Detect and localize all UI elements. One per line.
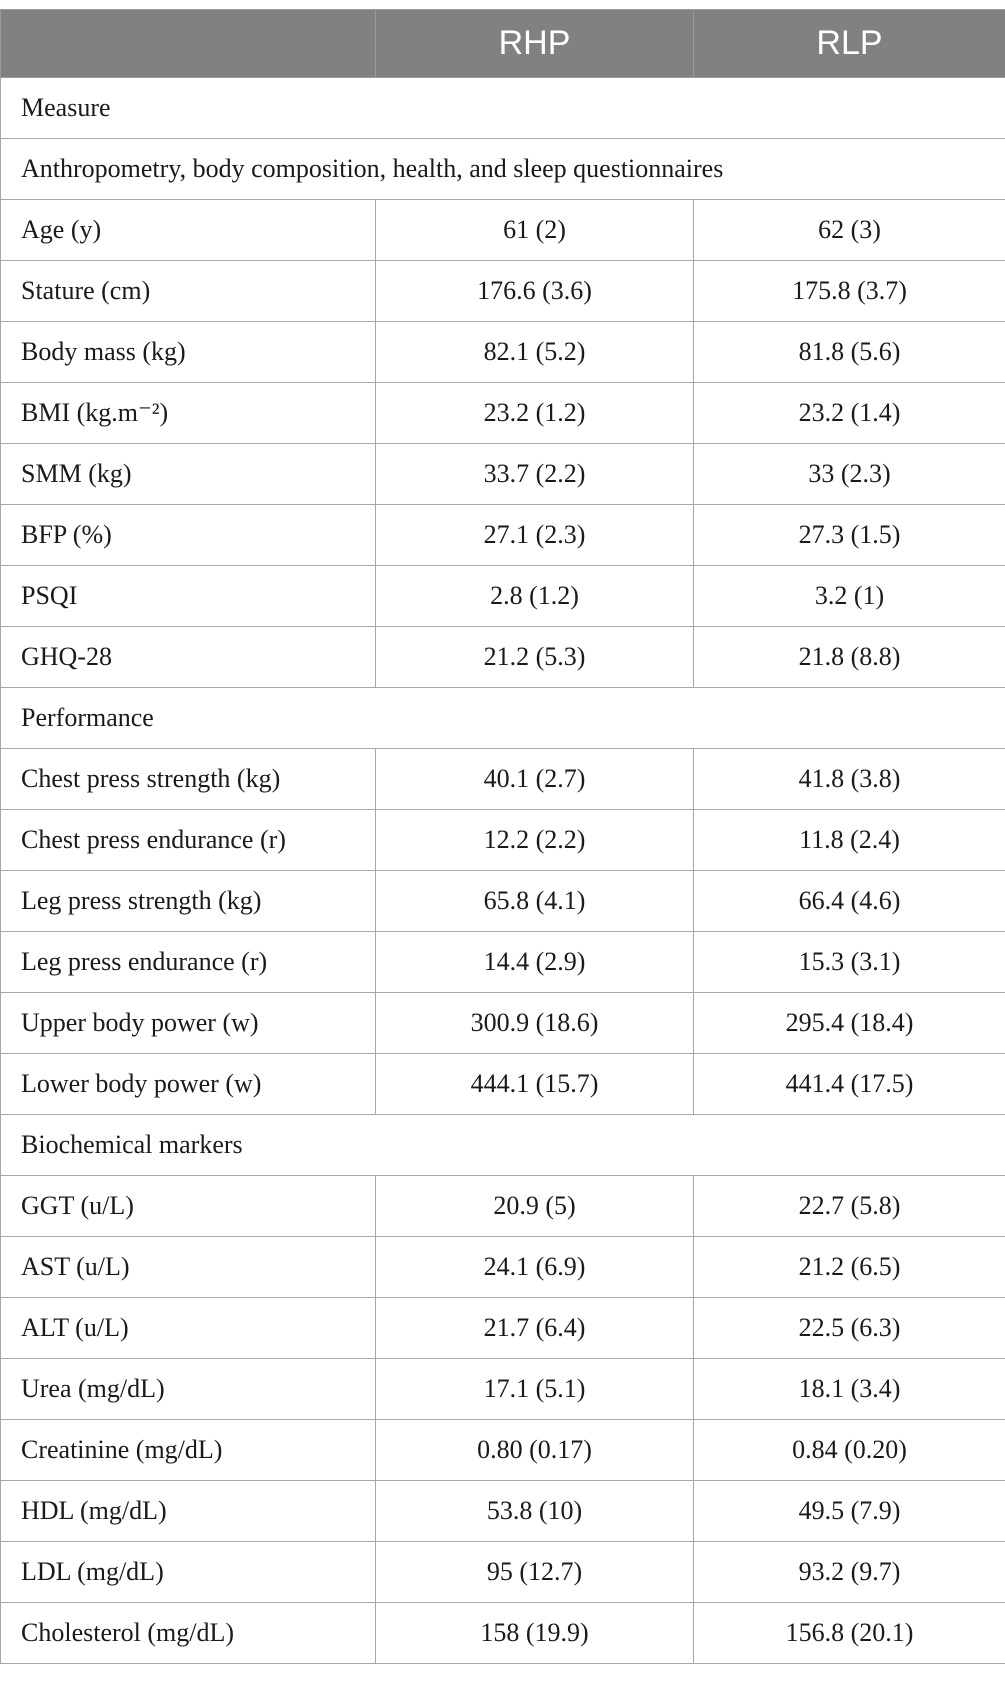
- rlp-cell: 22.7 (5.8): [694, 1176, 1005, 1237]
- table-row: [1, 1176, 1005, 1237]
- section-row: [1, 139, 1005, 200]
- rlp-cell: 15.3 (3.1): [694, 932, 1005, 993]
- rlp-cell: 33 (2.3): [694, 444, 1005, 505]
- data-table: [0, 9, 1005, 1664]
- rlp-cell: 295.4 (18.4): [694, 993, 1005, 1054]
- rhp-cell: 23.2 (1.2): [376, 383, 694, 444]
- rhp-cell: 14.4 (2.9): [376, 932, 694, 993]
- rhp-cell: 82.1 (5.2): [376, 322, 694, 383]
- header-cell-empty: [1, 10, 376, 78]
- measure-cell: GGT (u/L): [1, 1176, 376, 1237]
- measure-cell: GHQ-28: [1, 627, 376, 688]
- table-row: [1, 1542, 1005, 1603]
- table-row: [1, 1298, 1005, 1359]
- table-row: [1, 627, 1005, 688]
- measure-cell: BMI (kg.m⁻²): [1, 383, 376, 444]
- rhp-cell: 20.9 (5): [376, 1176, 694, 1237]
- table-row: [1, 200, 1005, 261]
- measure-cell: PSQI: [1, 566, 376, 627]
- rhp-cell: 27.1 (2.3): [376, 505, 694, 566]
- rhp-cell: 444.1 (15.7): [376, 1054, 694, 1115]
- section-title: Biochemical markers: [1, 1115, 1005, 1176]
- table-row: [1, 1420, 1005, 1481]
- header-cell-rlp: RLP: [694, 10, 1005, 78]
- header-row: [1, 10, 1005, 78]
- measure-cell: Leg press strength (kg): [1, 871, 376, 932]
- rhp-cell: 12.2 (2.2): [376, 810, 694, 871]
- table-row: [1, 1481, 1005, 1542]
- rlp-cell: 11.8 (2.4): [694, 810, 1005, 871]
- table-row: [1, 1054, 1005, 1115]
- table-row: [1, 871, 1005, 932]
- measure-cell: Upper body power (w): [1, 993, 376, 1054]
- measure-cell: Urea (mg/dL): [1, 1359, 376, 1420]
- section-title: Anthropometry, body composition, health, and sleep questionnaires: [1, 139, 1005, 200]
- measure-label: Measure: [1, 78, 1005, 139]
- rhp-cell: 21.2 (5.3): [376, 627, 694, 688]
- table-row: [1, 383, 1005, 444]
- rlp-cell: 93.2 (9.7): [694, 1542, 1005, 1603]
- rlp-cell: 21.2 (6.5): [694, 1237, 1005, 1298]
- rlp-cell: 41.8 (3.8): [694, 749, 1005, 810]
- rhp-cell: 40.1 (2.7): [376, 749, 694, 810]
- rlp-cell: 22.5 (6.3): [694, 1298, 1005, 1359]
- rlp-cell: 81.8 (5.6): [694, 322, 1005, 383]
- table-row: [1, 444, 1005, 505]
- measure-cell: Age (y): [1, 200, 376, 261]
- rhp-cell: 61 (2): [376, 200, 694, 261]
- section-row: [1, 688, 1005, 749]
- table-row: [1, 261, 1005, 322]
- measure-cell: Chest press strength (kg): [1, 749, 376, 810]
- table-row: [1, 322, 1005, 383]
- rlp-cell: 441.4 (17.5): [694, 1054, 1005, 1115]
- table-row: [1, 566, 1005, 627]
- table-header: [1, 10, 1005, 78]
- rhp-cell: 33.7 (2.2): [376, 444, 694, 505]
- table-row: [1, 1603, 1005, 1664]
- rhp-cell: 176.6 (3.6): [376, 261, 694, 322]
- measure-cell: BFP (%): [1, 505, 376, 566]
- measure-cell: Chest press endurance (r): [1, 810, 376, 871]
- rhp-cell: 21.7 (6.4): [376, 1298, 694, 1359]
- rlp-cell: 27.3 (1.5): [694, 505, 1005, 566]
- measure-row: [1, 78, 1005, 139]
- rlp-cell: 0.84 (0.20): [694, 1420, 1005, 1481]
- measure-cell: HDL (mg/dL): [1, 1481, 376, 1542]
- rhp-cell: 65.8 (4.1): [376, 871, 694, 932]
- table-body: [1, 78, 1005, 1664]
- table-row: [1, 505, 1005, 566]
- measure-cell: Leg press endurance (r): [1, 932, 376, 993]
- rlp-cell: 49.5 (7.9): [694, 1481, 1005, 1542]
- table-row: [1, 1359, 1005, 1420]
- rlp-cell: 62 (3): [694, 200, 1005, 261]
- table-row: [1, 932, 1005, 993]
- rlp-cell: 21.8 (8.8): [694, 627, 1005, 688]
- rhp-cell: 0.80 (0.17): [376, 1420, 694, 1481]
- measure-cell: Cholesterol (mg/dL): [1, 1603, 376, 1664]
- rlp-cell: 156.8 (20.1): [694, 1603, 1005, 1664]
- measure-cell: LDL (mg/dL): [1, 1542, 376, 1603]
- rhp-cell: 158 (19.9): [376, 1603, 694, 1664]
- rhp-cell: 24.1 (6.9): [376, 1237, 694, 1298]
- rhp-cell: 53.8 (10): [376, 1481, 694, 1542]
- rlp-cell: 175.8 (3.7): [694, 261, 1005, 322]
- rlp-cell: 3.2 (1): [694, 566, 1005, 627]
- rhp-cell: 17.1 (5.1): [376, 1359, 694, 1420]
- section-row: [1, 1115, 1005, 1176]
- measure-cell: Creatinine (mg/dL): [1, 1420, 376, 1481]
- rlp-cell: 23.2 (1.4): [694, 383, 1005, 444]
- measure-cell: ALT (u/L): [1, 1298, 376, 1359]
- measure-cell: Body mass (kg): [1, 322, 376, 383]
- rhp-cell: 2.8 (1.2): [376, 566, 694, 627]
- table-row: [1, 993, 1005, 1054]
- rlp-cell: 66.4 (4.6): [694, 871, 1005, 932]
- measure-cell: Lower body power (w): [1, 1054, 376, 1115]
- rhp-cell: 300.9 (18.6): [376, 993, 694, 1054]
- table-container: [0, 9, 1005, 1664]
- header-cell-rhp: RHP: [376, 10, 694, 78]
- measure-cell: Stature (cm): [1, 261, 376, 322]
- rlp-cell: 18.1 (3.4): [694, 1359, 1005, 1420]
- table-row: [1, 1237, 1005, 1298]
- measure-cell: AST (u/L): [1, 1237, 376, 1298]
- table-row: [1, 749, 1005, 810]
- measure-cell: SMM (kg): [1, 444, 376, 505]
- section-title: Performance: [1, 688, 1005, 749]
- rhp-cell: 95 (12.7): [376, 1542, 694, 1603]
- table-row: [1, 810, 1005, 871]
